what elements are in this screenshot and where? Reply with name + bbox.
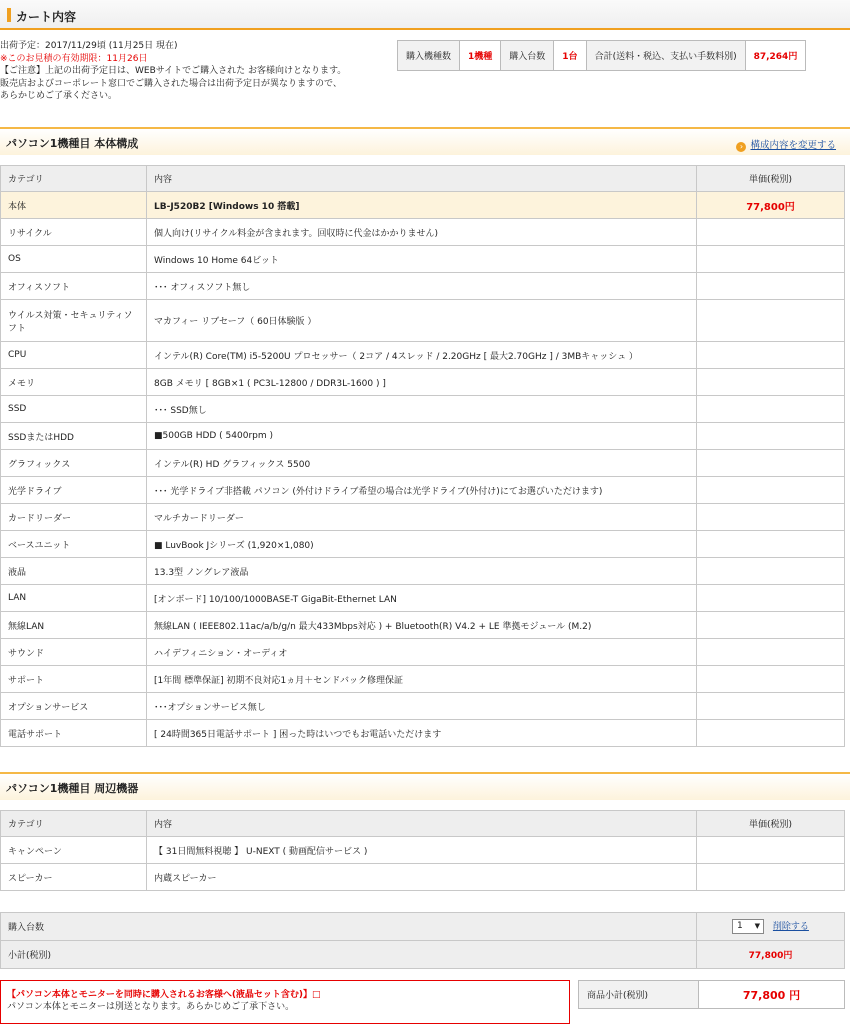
column-header: 単価(税別) xyxy=(697,811,845,837)
table-row xyxy=(1,558,845,585)
price-cell xyxy=(697,531,845,558)
models-count-label: 購入機種数 xyxy=(398,41,460,71)
content-cell: ･･･ オフィスソフト無し xyxy=(147,273,697,300)
product-subtotal-label: 商品小計(税別) xyxy=(579,981,699,1009)
expiry-text: ※このお見積の有効期限：11月26日 xyxy=(0,53,148,64)
table-row xyxy=(1,450,845,477)
quantity-select[interactable]: 1 ▼ xyxy=(732,919,764,934)
page-title: カート内容 xyxy=(16,10,77,24)
quantity-label: 購入台数 xyxy=(1,913,697,941)
purchase-summary xyxy=(397,40,806,71)
content-cell: ■500GB HDD ( 5400rpm ) xyxy=(147,423,697,450)
price-cell xyxy=(697,423,845,450)
delete-link[interactable]: 削除する xyxy=(772,922,809,932)
price-cell xyxy=(697,342,845,369)
content-cell: ･･･オプションサービス無し xyxy=(147,693,697,720)
table-row xyxy=(1,342,845,369)
table-row xyxy=(1,864,845,891)
content-cell: LB-J520B2 [Windows 10 搭載] xyxy=(147,192,697,219)
table-row xyxy=(1,504,845,531)
price-cell: 77,800円 xyxy=(697,192,845,219)
content-cell: [オンボード] 10/100/1000BASE-T GigaBit-Ethernet LAN xyxy=(147,585,697,612)
table-row xyxy=(1,693,845,720)
table-row xyxy=(1,477,845,504)
category-cell: 無線LAN xyxy=(1,612,147,639)
price-cell xyxy=(697,693,845,720)
category-cell: スピーカー xyxy=(1,864,147,891)
category-cell: サポート xyxy=(1,666,147,693)
category-cell: オプションサービス xyxy=(1,693,147,720)
content-cell: ■ LuvBook Jシリーズ (1,920×1,080) xyxy=(147,531,697,558)
shipping-notice xyxy=(0,40,395,103)
table-row xyxy=(1,219,845,246)
arrow-right-icon: › xyxy=(736,142,746,152)
peripherals-section-title: パソコン1機種目 周辺機器 xyxy=(6,782,139,795)
table-row xyxy=(1,585,845,612)
content-cell: ハイデフィニション・オーディオ xyxy=(147,639,697,666)
table-row xyxy=(1,369,845,396)
ship-date-text: 出荷予定：2017/11/29頃 (11月25日 現在) xyxy=(0,41,178,51)
price-cell xyxy=(697,504,845,531)
table-row xyxy=(1,531,845,558)
content-cell: 内蔵スピーカー xyxy=(147,864,697,891)
units-count-value: 1台 xyxy=(554,41,586,71)
category-cell: リサイクル xyxy=(1,219,147,246)
column-header: 内容 xyxy=(147,811,697,837)
table-row xyxy=(1,300,845,342)
config-section-title: パソコン1機種目 本体構成 xyxy=(6,137,139,150)
subtotal-label: 小計(税別) xyxy=(1,941,697,969)
table-row xyxy=(1,639,845,666)
column-header: 内容 xyxy=(147,166,697,192)
notice-line: あらかじめご了承ください。 xyxy=(0,91,118,101)
category-cell: 液晶 xyxy=(1,558,147,585)
content-cell: 8GB メモリ [ 8GB×1 ( PC3L-12800 / DDR3L-1600 ) ] xyxy=(147,369,697,396)
category-cell: SSDまたはHDD xyxy=(1,423,147,450)
price-cell xyxy=(697,219,845,246)
category-cell: ウイルス対策・セキュリティソフト xyxy=(1,300,147,342)
content-cell: Windows 10 Home 64ビット xyxy=(147,246,697,273)
subtotal-value: 77,800円 xyxy=(697,941,845,969)
content-cell: ･･･ SSD無し xyxy=(147,396,697,423)
product-subtotal xyxy=(578,980,845,1009)
total-value: 87,264円 xyxy=(745,41,806,71)
category-cell: 光学ドライブ xyxy=(1,477,147,504)
subtotal-row xyxy=(1,941,845,969)
product-subtotal-value: 77,800 円 xyxy=(699,981,845,1009)
quantity-table xyxy=(0,912,845,969)
table-row xyxy=(1,837,845,864)
content-cell: [ 24時間365日電話サポート ] 困った時はいつでもお電話いただけます xyxy=(147,720,697,747)
dropdown-arrow-icon: ▼ xyxy=(754,922,761,930)
price-cell xyxy=(697,585,845,612)
price-cell xyxy=(697,558,845,585)
price-cell xyxy=(697,477,845,504)
units-count-label: 購入台数 xyxy=(501,41,554,71)
models-count-value: 1機種 xyxy=(460,41,501,71)
content-cell: インテル(R) HD グラフィックス 5500 xyxy=(147,450,697,477)
category-cell: CPU xyxy=(1,342,147,369)
peripherals-section-header xyxy=(0,772,850,800)
price-cell xyxy=(697,639,845,666)
table-row xyxy=(1,720,845,747)
column-header: カテゴリ xyxy=(1,811,147,837)
config-table xyxy=(0,165,845,747)
category-cell: グラフィックス xyxy=(1,450,147,477)
content-cell: [1年間 標準保証] 初期不良対応1ヵ月＋センドバック修理保証 xyxy=(147,666,697,693)
table-row xyxy=(1,612,845,639)
content-cell: 13.3型 ノングレア液晶 xyxy=(147,558,697,585)
content-cell: マカフィー リブセーフ（ 60日体験版 ） xyxy=(147,300,697,342)
price-cell xyxy=(697,246,845,273)
peripherals-table xyxy=(0,810,845,891)
category-cell: 本体 xyxy=(1,192,147,219)
price-cell xyxy=(697,864,845,891)
price-cell xyxy=(697,666,845,693)
change-config-link[interactable]: › 構成内容を変更する xyxy=(736,137,836,152)
column-header: 単価(税別) xyxy=(697,166,845,192)
category-cell: OS xyxy=(1,246,147,273)
content-cell: ･･･ 光学ドライブ非搭載 パソコン (外付けドライブ希望の場合は光学ドライブ(外付け)にてお選びいただけます) xyxy=(147,477,697,504)
price-cell xyxy=(697,720,845,747)
category-cell: サウンド xyxy=(1,639,147,666)
monitor-warning-box xyxy=(0,980,570,1024)
price-cell xyxy=(697,396,845,423)
category-cell: LAN xyxy=(1,585,147,612)
table-row xyxy=(1,666,845,693)
table-row xyxy=(1,273,845,300)
content-cell: 無線LAN ( IEEE802.11ac/a/b/g/n 最大433Mbps対応 ) + Bluetooth(R) V4.2 + LE 準拠モジュール (M.2) xyxy=(147,612,697,639)
category-cell: カードリーダー xyxy=(1,504,147,531)
table-row xyxy=(1,246,845,273)
price-cell xyxy=(697,612,845,639)
table-header-row xyxy=(1,166,845,192)
table-row xyxy=(1,423,845,450)
warning-text: パソコン本体とモニターは別送となります。あらかじめご了承下さい。 xyxy=(7,1002,295,1012)
price-cell xyxy=(697,369,845,396)
cart-title-bar xyxy=(0,0,850,30)
price-cell xyxy=(697,450,845,477)
category-cell: 電話サポート xyxy=(1,720,147,747)
warning-title: 【パソコン本体とモニターを同時に購入されるお客様へ(液晶セット含む)】□ xyxy=(7,990,321,1000)
price-cell xyxy=(697,837,845,864)
table-row xyxy=(1,396,845,423)
category-cell: ベースユニット xyxy=(1,531,147,558)
notice-line: 販売店およびコーポレート窓口でご購入された場合は出荷予定日が異なりますので、 xyxy=(0,78,342,89)
category-cell: SSD xyxy=(1,396,147,423)
table-row xyxy=(1,192,845,219)
category-cell: オフィスソフト xyxy=(1,273,147,300)
table-header-row xyxy=(1,811,845,837)
column-header: カテゴリ xyxy=(1,166,147,192)
price-cell xyxy=(697,273,845,300)
category-cell: キャンペーン xyxy=(1,837,147,864)
quantity-row xyxy=(1,913,845,941)
content-cell: インテル(R) Core(TM) i5-5200U プロセッサー（ 2コア / 4スレッド / 2.20GHz [ 最大2.70GHz ] / 3MBキャッシュ ） xyxy=(147,342,697,369)
config-section-header xyxy=(0,127,850,155)
content-cell: 【 31日間無料視聴 】 U-NEXT ( 動画配信サービス ) xyxy=(147,837,697,864)
notice-line: 【ご注意】上記の出荷予定日は、WEBサイトでご購入された お客様向けとなります。 xyxy=(0,66,347,76)
category-cell: メモリ xyxy=(1,369,147,396)
content-cell: マルチカードリーダー xyxy=(147,504,697,531)
quantity-cell xyxy=(697,913,845,941)
title-marker xyxy=(7,8,11,22)
content-cell: 個人向け(リサイクル料金が含まれます。回収時に代金はかかりません) xyxy=(147,219,697,246)
total-label: 合計(送料・税込、支払い手数料別) xyxy=(586,41,745,71)
price-cell xyxy=(697,300,845,342)
